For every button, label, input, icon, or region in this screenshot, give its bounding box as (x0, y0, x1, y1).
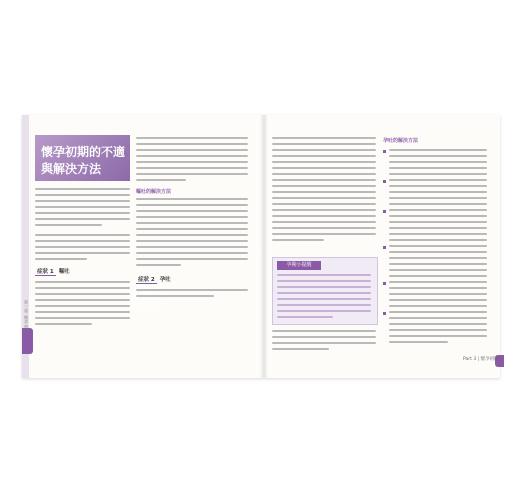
section-1-heading (35, 267, 70, 276)
bullet-marker (383, 246, 386, 249)
column-4-text (389, 149, 487, 347)
bullet-marker (383, 282, 386, 285)
section-1-solution-heading: 嘔吐的解決方法 (136, 189, 172, 195)
tip-box (272, 257, 378, 325)
column-1-text (35, 188, 130, 264)
section-1-label: 症狀 1 (37, 269, 54, 275)
section-2-label: 症狀 2 (138, 277, 155, 283)
column-2-text-lower (136, 289, 248, 301)
column-2-text-mid (136, 198, 248, 270)
chapter-title-line1: 懷孕初期的不適 (41, 145, 126, 159)
bullet-marker (383, 312, 386, 315)
bullet-marker (383, 180, 386, 183)
section-1-title: 嘔吐 (58, 269, 70, 275)
section-2-solution-heading: 孕吐的解決方法 (383, 138, 419, 144)
page-footer: Part 3 | 懷孕初期 (463, 357, 499, 362)
column-3-text (272, 137, 376, 245)
section-2-title: 孕吐 (159, 277, 171, 283)
chapter-title-line2: 與解決方法 (41, 162, 102, 176)
bullet-marker (383, 150, 386, 153)
bullet-marker (383, 210, 386, 213)
column-3-text-lower (272, 330, 376, 354)
section-2-heading (136, 275, 171, 284)
column-2-text (136, 137, 248, 185)
chapter-vertical-label: 第三章 懷孕初期 (24, 300, 29, 334)
chapter-title-box (35, 135, 130, 181)
tip-text (277, 274, 371, 322)
tip-header: 孕期小提醒 (277, 261, 321, 270)
column-1-text-lower (35, 281, 130, 329)
page-gutter (260, 115, 268, 378)
